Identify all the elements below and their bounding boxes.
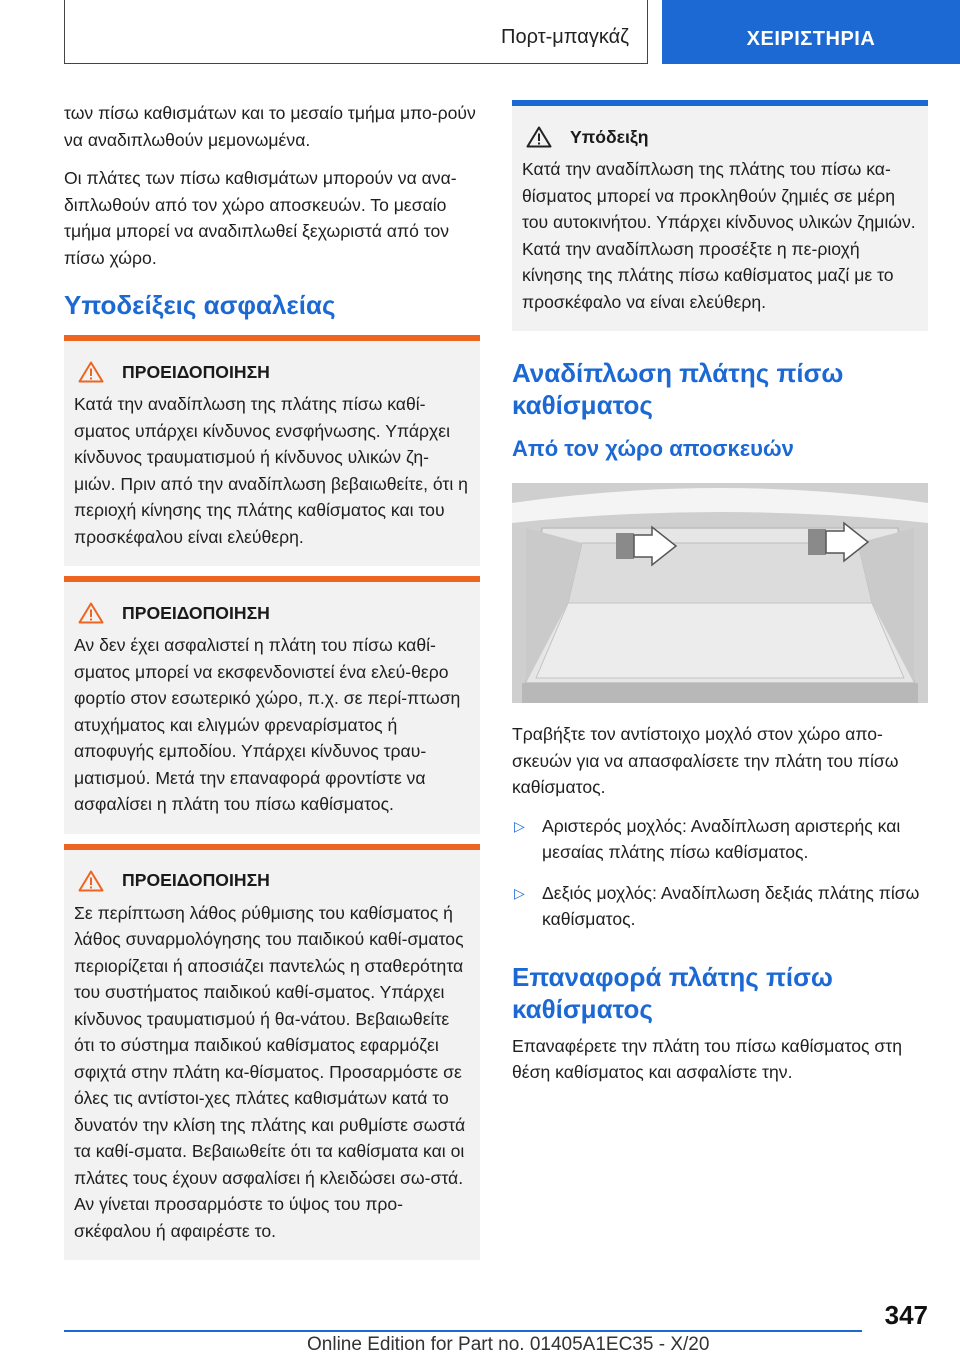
- warning-title-row: [74, 600, 470, 626]
- warning-triangle-icon: [78, 361, 104, 383]
- step-text: Δεξιός μοχλός: Αναδίπλωση δεξιάς πλάτης πίσω καθίσματος.: [542, 882, 920, 929]
- list-item: [512, 880, 928, 933]
- reset-heading: Επαναφορά πλάτης πίσω καθίσματος: [512, 961, 833, 1024]
- step-list: [512, 813, 928, 933]
- footer-edition: Online Edition for Part no. 01405A1EC35 - X/20: [307, 1334, 710, 1355]
- warning-title: ΠΡΟΕΙΔΟΠΟΙΗΣΗ: [122, 870, 270, 890]
- header-section-title: Πορτ-μπαγκάζ: [501, 26, 629, 48]
- warning-title-row: [74, 868, 470, 894]
- triangle-bullet-icon: ▷: [514, 884, 525, 901]
- fold-heading: Αναδίπλωση πλάτης πίσω καθίσματος: [512, 358, 844, 420]
- warning-box: [64, 335, 480, 566]
- warning-title-row: [74, 359, 470, 385]
- warning-title: ΠΡΟΕΙΔΟΠΟΙΗΣΗ: [122, 361, 270, 382]
- trunk-illustration: [512, 483, 928, 703]
- paragraph: Οι πλάτες των πίσω καθισμάτων μπορούν να ανα-διπλωθούν από τον χώρο αποσκευών. Το μεσαίο τμήμα μπορεί να αναδιπλωθεί ξεχωριστά από τον πίσω χώρο.: [64, 168, 457, 268]
- warning-box: [64, 844, 480, 1261]
- warning-text: Σε περίπτωση λάθος ρύθμισης του καθίσματος ή λάθος συναρμολόγησης του παιδικού καθί-σματος περιορίζεται ή αποσιάζει παντελώς η σταθερότητα του συστήματος παιδικού καθί-σματος. Υπάρχει κίνδυνος τραυματισμού ή θα-νάτου. Βεβαιωθείτε ότι το σύστημα παιδικού καθίσματος εφαρμόζει σφιχτά στην πλάτη κα-θίσματος. Προσαρμόστε σε όλες τις αντίστοι-χες πλάτες καθισμάτων κατά το δυνατόν την κλίση της πλάτης και ρυθμίστε σωστά τα καθί-σματα. Βεβαιωθείτε ότι τα καθίσματα και οι πλάτες τους έχουν ασφαλίσει ή κλειδώσει σω-στά. Αν γίνεται προσαρμόστε το ύψος του προ-σκέφαλου ή αφαιρέστε το.: [74, 902, 466, 1241]
- from-trunk-heading: Από τον χώρο αποσκευών: [512, 436, 794, 461]
- caution-triangle-icon: [526, 126, 552, 148]
- left-column: [64, 100, 480, 1270]
- note-title-row: [522, 124, 918, 150]
- warning-text: Κατά την αναδίπλωση της πλάτης πίσω καθί-σματος υπάρχει κίνδυνος ενσφήνωσης. Υπάρχει κίνδυνος τραυματισμού ή κίνδυνος υλικών ζη-μιών. Πριν από την αναδίπλωση βεβαιωθείτε, ότι η περιοχή κίνησης της πλάτης καθίσματος και του προσκέφαλου είναι ελεύθερη.: [74, 394, 468, 547]
- paragraph: των πίσω καθισμάτων και το μεσαίο τμήμα μπο-ρούν να αναδιπλωθούν μεμονωμένα.: [64, 103, 476, 150]
- right-column: [512, 100, 928, 1098]
- warning-box: [64, 576, 480, 834]
- note-title: Υπόδειξη: [570, 126, 649, 147]
- reset-text: Επαναφέρετε την πλάτη του πίσω καθίσματος στη θέση καθίσματος και ασφαλίστε την.: [512, 1035, 903, 1082]
- warning-triangle-icon: [78, 602, 104, 624]
- list-item: [512, 813, 928, 866]
- page-number: 347: [884, 1300, 928, 1330]
- note-box: [512, 100, 928, 331]
- instruction-text: Τραβήξτε τον αντίστοιχο μοχλό στον χώρο απο-σκευών για να απασφαλίσετε την πλάτη του πίσω καθίσματος.: [512, 724, 899, 797]
- triangle-bullet-icon: ▷: [514, 817, 525, 834]
- trunk-photo: [512, 483, 928, 703]
- warning-triangle-icon: [78, 870, 104, 892]
- step-text: Αριστερός μοχλός: Αναδίπλωση αριστερής και μεσαίας πλάτης πίσω καθίσματος.: [542, 815, 901, 862]
- header-chapter-tab: ΧΕΙΡΙΣΤΗΡΙΑ: [662, 0, 960, 64]
- note-text: Κατά την αναδίπλωση της πλάτης του πίσω κα-θίσματος μπορεί να προκληθούν ζημιές σε μέρη του αυτοκινήτου. Υπάρχει κίνδυνος υλικών ζημιών. Κατά την αναδίπλωση προσέξτε η πε-ριοχή κίνησης της πλάτης πίσω καθίσματος μαζί με το προσκέφαλο να είναι ελεύθερη.: [522, 159, 916, 312]
- warning-text: Αν δεν έχει ασφαλιστεί η πλάτη του πίσω καθί-σματος μπορεί να εκσφενδονιστεί ένα ελεύ-θερο φορτίο στον εσωτερικό χώρο, π.χ. σε περί-πτωση ατυχήματος και ελιγμών φρεναρίσματος ή αποφυγής εμποδίου. Υπάρχει κίνδυνος τραυ-ματισμού. Μετά την επαναφορά φροντίστε να ασφαλίσει η πλάτη του πίσω καθίσματος.: [74, 635, 461, 814]
- safety-heading: Υποδείξεις ασφαλείας: [64, 290, 336, 320]
- warning-title: ΠΡΟΕΙΔΟΠΟΙΗΣΗ: [122, 602, 270, 623]
- header-section-box: [64, 0, 648, 64]
- footer-divider: [64, 1330, 862, 1332]
